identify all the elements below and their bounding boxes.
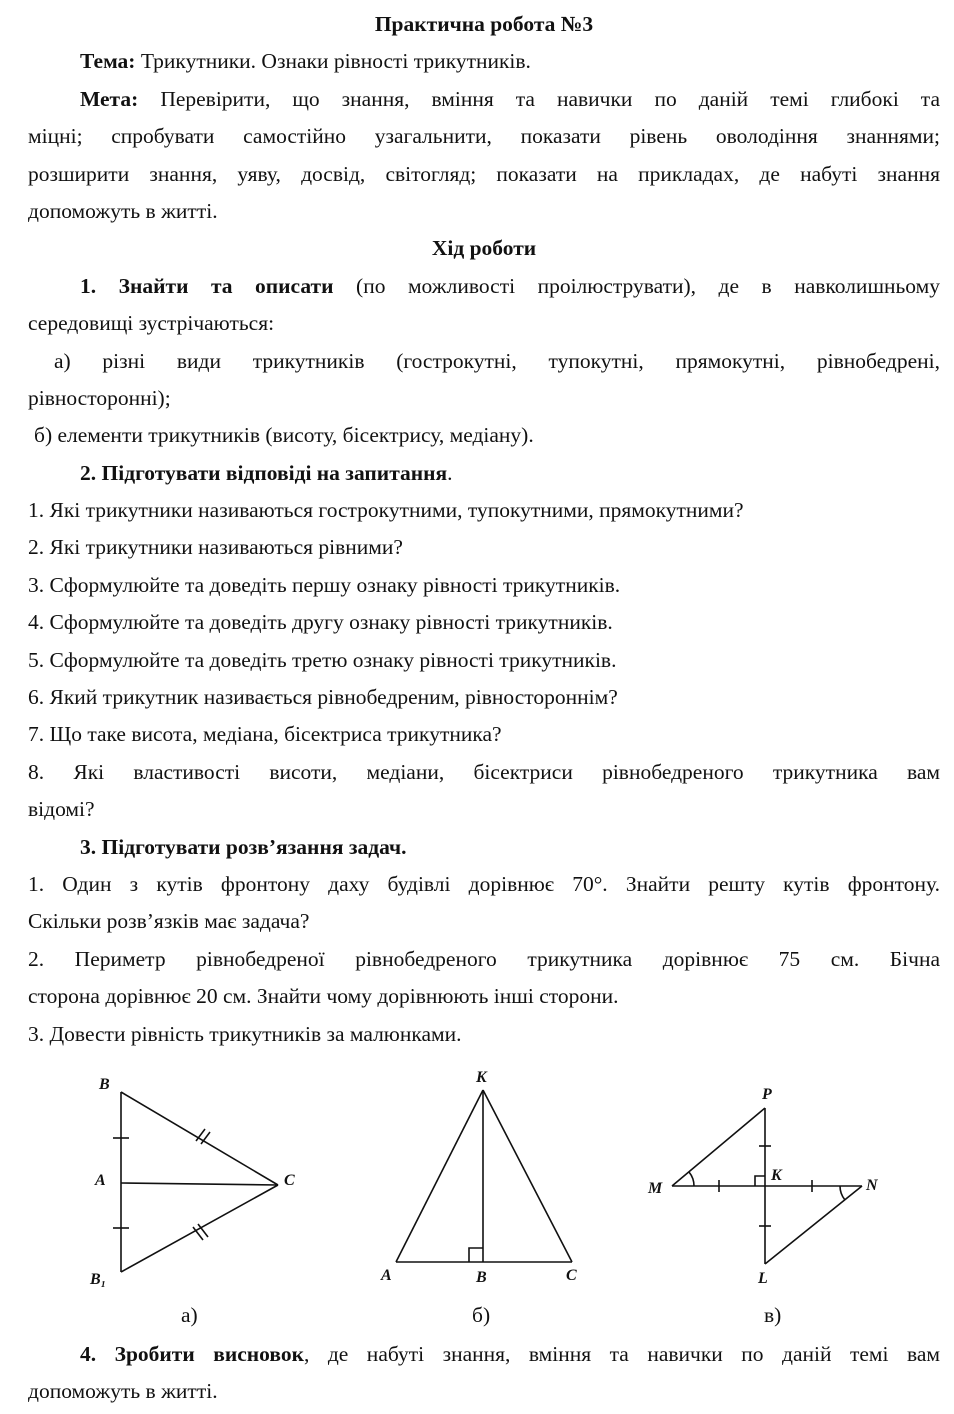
label-b-C: C — [566, 1267, 577, 1284]
question-5: 5. Сформулюйте та доведіть третю ознаку рівності трикутників. — [28, 647, 617, 672]
problem-3: 3. Довести рівність трикутників за малюнками. — [28, 1021, 462, 1046]
label-b-K: K — [476, 1069, 487, 1086]
conclusion-block — [28, 1336, 940, 1411]
task2-heading — [28, 455, 940, 492]
goal-text-1: Перевірити, що знання, вміння та навички по даній темі глибокі та — [160, 86, 940, 111]
label-a-C: C — [284, 1172, 295, 1189]
page-title: Практична робота №3 — [374, 12, 594, 36]
goal-line-1 — [28, 81, 940, 118]
progress-heading: Хід роботи — [431, 236, 537, 261]
document-body — [28, 6, 940, 1053]
figure-c-caption: в) — [764, 1303, 782, 1327]
goal-line-4: допоможуть в житті. — [28, 198, 218, 223]
figure-a-drawing — [113, 1092, 278, 1272]
task1-item-b: б) елементи трикутників (висоту, бісектрису, медіану). — [34, 423, 534, 448]
triangle-figures — [0, 1055, 954, 1305]
theme-label: Тема: — [80, 49, 136, 74]
label-a-B1: B₁ — [90, 1271, 107, 1288]
task1-label: 1. Знайти та описати — [80, 273, 334, 298]
figure-a-caption: а) — [181, 1303, 198, 1327]
question-8-line-1: 8. Які властивості висоти, медіани, бісектриси рівнобедреного трикутника вам — [28, 759, 940, 784]
goal-line-3: розширити знання, уяву, досвід, світогляд; показати на прикладах, де набуті знання — [28, 161, 940, 186]
problem-2-line-1: 2. Периметр рівнобедреної рівнобедреного трикутника дорівнює 75 см. Бічна — [28, 946, 940, 971]
label-c-N: N — [866, 1177, 878, 1194]
task4-label: 4. Зробити висновок — [80, 1342, 304, 1366]
theme-line — [28, 43, 940, 80]
goal-label: Мета: — [80, 86, 139, 111]
label-c-K: K — [771, 1167, 782, 1184]
label-a-B: B — [99, 1076, 110, 1093]
figure-b-caption: б) — [472, 1303, 491, 1327]
label-c-L: L — [758, 1270, 768, 1287]
question-4: 4. Сформулюйте та доведіть другу ознаку рівності трикутників. — [28, 610, 613, 635]
task1-line-1 — [28, 268, 940, 305]
question-1: 1. Які трикутники називаються гострокутними, тупокутними, прямокутними? — [28, 498, 744, 523]
task2-label: 2. Підготувати відповіді на запитання — [80, 460, 448, 485]
task1-text-1: (по можливості проілюструвати), де в навколишньому — [356, 273, 940, 298]
task3-heading: 3. Підготувати розв’язання задач. — [80, 834, 407, 859]
question-8-line-2: відомі? — [28, 797, 95, 822]
goal-line-2: міцні; спробувати самостійно узагальнити, показати рівень оволодіння знаннями; — [28, 124, 940, 149]
task4-line-2: допоможуть в житті. — [28, 1379, 218, 1404]
question-3: 3. Сформулюйте та доведіть першу ознаку рівності трикутників. — [28, 572, 621, 597]
label-b-A: A — [381, 1267, 392, 1284]
task1-item-a-2: рівносторонні); — [28, 385, 171, 410]
problem-2-line-2: сторона дорівнює 20 см. Знайти чому дорівнюють інші сторони. — [28, 984, 619, 1009]
task1-item-a-1: а) різні види трикутників (гострокутні, тупокутні, прямокутні, рівнобедрені, — [54, 348, 940, 373]
problem-1-line-2: Скільки розв’язків має задача? — [28, 909, 310, 934]
task4-line-1 — [28, 1336, 940, 1373]
label-a-A: A — [95, 1172, 106, 1189]
label-b-B: B — [476, 1269, 487, 1286]
label-c-M: M — [648, 1180, 663, 1197]
question-2: 2. Які трикутники називаються рівними? — [28, 535, 403, 560]
question-6: 6. Який трикутник називається рівнобедреним, рівностороннім? — [28, 685, 618, 710]
figure-c-drawing — [672, 1108, 862, 1264]
task2-dot: . — [447, 460, 453, 485]
label-c-P: P — [762, 1086, 772, 1103]
question-7: 7. Що таке висота, медіана, бісектриса трикутника? — [28, 722, 502, 747]
theme-text: Трикутники. Ознаки рівності трикутників. — [140, 49, 531, 74]
problem-1-line-1: 1. Один з кутів фронтону даху будівлі дорівнює 70°. Знайти решту кутів фронтону. — [28, 871, 940, 896]
task1-line-2: середовищі зустрічаються: — [28, 311, 275, 336]
figure-b-drawing — [396, 1090, 572, 1262]
task4-text-1: , де набуті знання, вміння та навички по даній темі вам — [303, 1342, 940, 1366]
